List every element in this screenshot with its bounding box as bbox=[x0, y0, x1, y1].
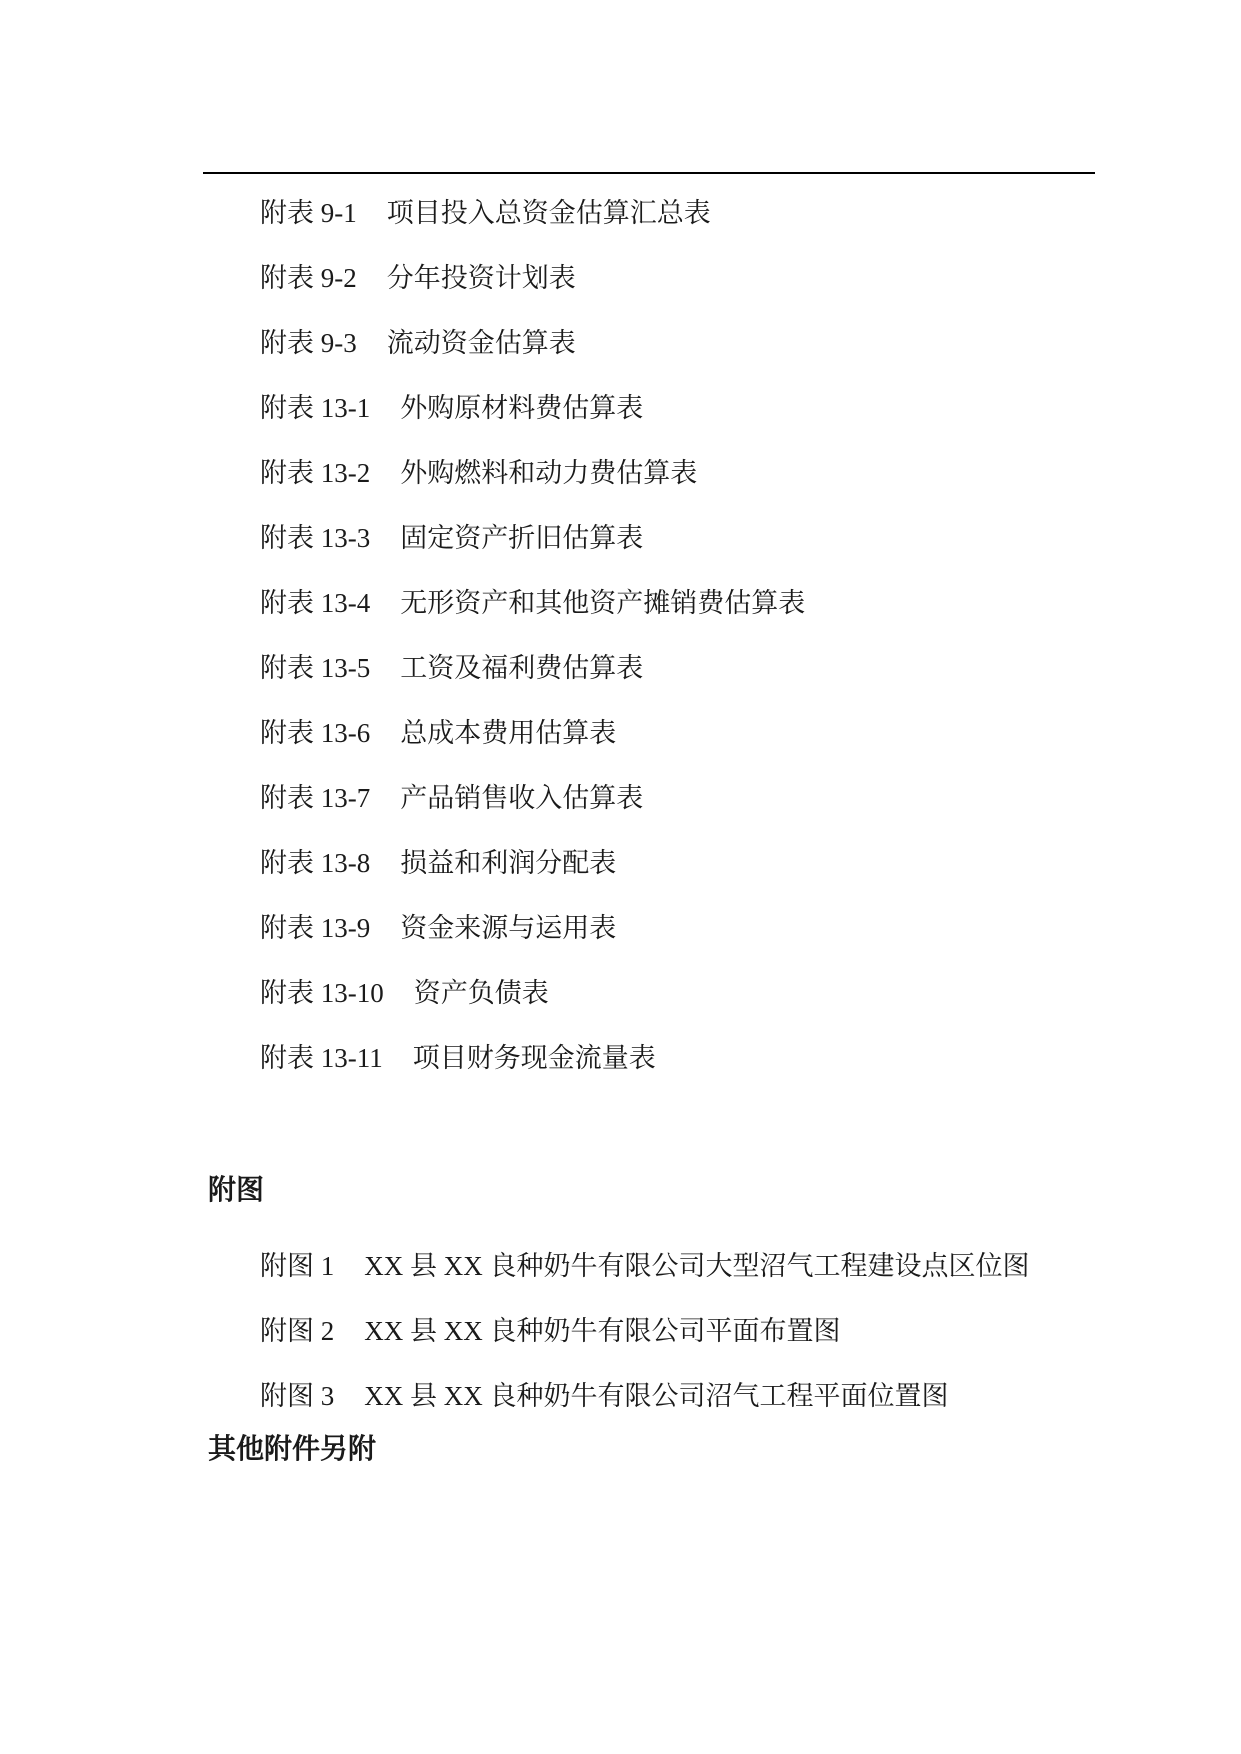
item-title: 项目投入总资金估算汇总表 bbox=[386, 198, 711, 228]
appendix-table-list bbox=[260, 196, 805, 1106]
item-code: 附表 13-6 bbox=[260, 718, 371, 748]
item-code: 附表 13-3 bbox=[260, 523, 371, 553]
item-title: 固定资产折旧估算表 bbox=[400, 523, 644, 553]
item-title: 无形资产和其他资产摊销费估算表 bbox=[400, 588, 806, 618]
list-item bbox=[260, 1041, 805, 1106]
list-item bbox=[260, 976, 805, 1041]
list-item bbox=[260, 1249, 1030, 1314]
item-code: 附表 13-4 bbox=[260, 588, 371, 618]
list-item bbox=[260, 391, 805, 456]
item-title: 工资及福利费估算表 bbox=[400, 653, 644, 683]
item-code: 附表 13-10 bbox=[260, 978, 384, 1008]
item-title: 外购燃料和动力费估算表 bbox=[400, 458, 698, 488]
list-item bbox=[260, 846, 805, 911]
list-item bbox=[260, 586, 805, 651]
header-rule bbox=[203, 172, 1095, 174]
item-code: 附表 13-7 bbox=[260, 783, 371, 813]
other-attachments-heading: 其他附件另附 bbox=[208, 1432, 377, 1465]
item-title: XX 县 XX 良种奶牛有限公司大型沼气工程建设点区位图 bbox=[364, 1251, 1030, 1281]
figures-heading: 附图 bbox=[208, 1173, 265, 1206]
list-item bbox=[260, 781, 805, 846]
item-title: 分年投资计划表 bbox=[386, 263, 576, 293]
list-item bbox=[260, 911, 805, 976]
list-item bbox=[260, 456, 805, 521]
item-code: 附图 3 bbox=[260, 1381, 335, 1411]
item-title: XX 县 XX 良种奶牛有限公司沼气工程平面位置图 bbox=[364, 1381, 949, 1411]
item-title: 流动资金估算表 bbox=[386, 328, 576, 358]
list-item bbox=[260, 196, 805, 261]
item-title: 产品销售收入估算表 bbox=[400, 783, 644, 813]
item-title: 损益和利润分配表 bbox=[400, 848, 617, 878]
item-title: 总成本费用估算表 bbox=[400, 718, 617, 748]
item-code: 附表 9-3 bbox=[260, 328, 357, 358]
item-code: 附图 1 bbox=[260, 1251, 335, 1281]
item-code: 附表 9-1 bbox=[260, 198, 357, 228]
item-code: 附表 13-9 bbox=[260, 913, 371, 943]
item-code: 附表 13-5 bbox=[260, 653, 371, 683]
list-item bbox=[260, 521, 805, 586]
item-title: 项目财务现金流量表 bbox=[412, 1043, 656, 1073]
item-title: 资金来源与运用表 bbox=[400, 913, 617, 943]
item-code: 附表 13-2 bbox=[260, 458, 371, 488]
list-item bbox=[260, 716, 805, 781]
item-code: 附表 13-8 bbox=[260, 848, 371, 878]
item-title: 外购原材料费估算表 bbox=[400, 393, 644, 423]
list-item bbox=[260, 651, 805, 716]
item-code: 附表 9-2 bbox=[260, 263, 357, 293]
item-title: 资产负债表 bbox=[413, 978, 549, 1008]
item-code: 附图 2 bbox=[260, 1316, 335, 1346]
list-item bbox=[260, 1314, 1030, 1379]
item-code: 附表 13-1 bbox=[260, 393, 371, 423]
appendix-figure-list bbox=[260, 1249, 1030, 1444]
item-title: XX 县 XX 良种奶牛有限公司平面布置图 bbox=[364, 1316, 841, 1346]
item-code: 附表 13-11 bbox=[260, 1043, 383, 1073]
list-item bbox=[260, 261, 805, 326]
list-item bbox=[260, 326, 805, 391]
